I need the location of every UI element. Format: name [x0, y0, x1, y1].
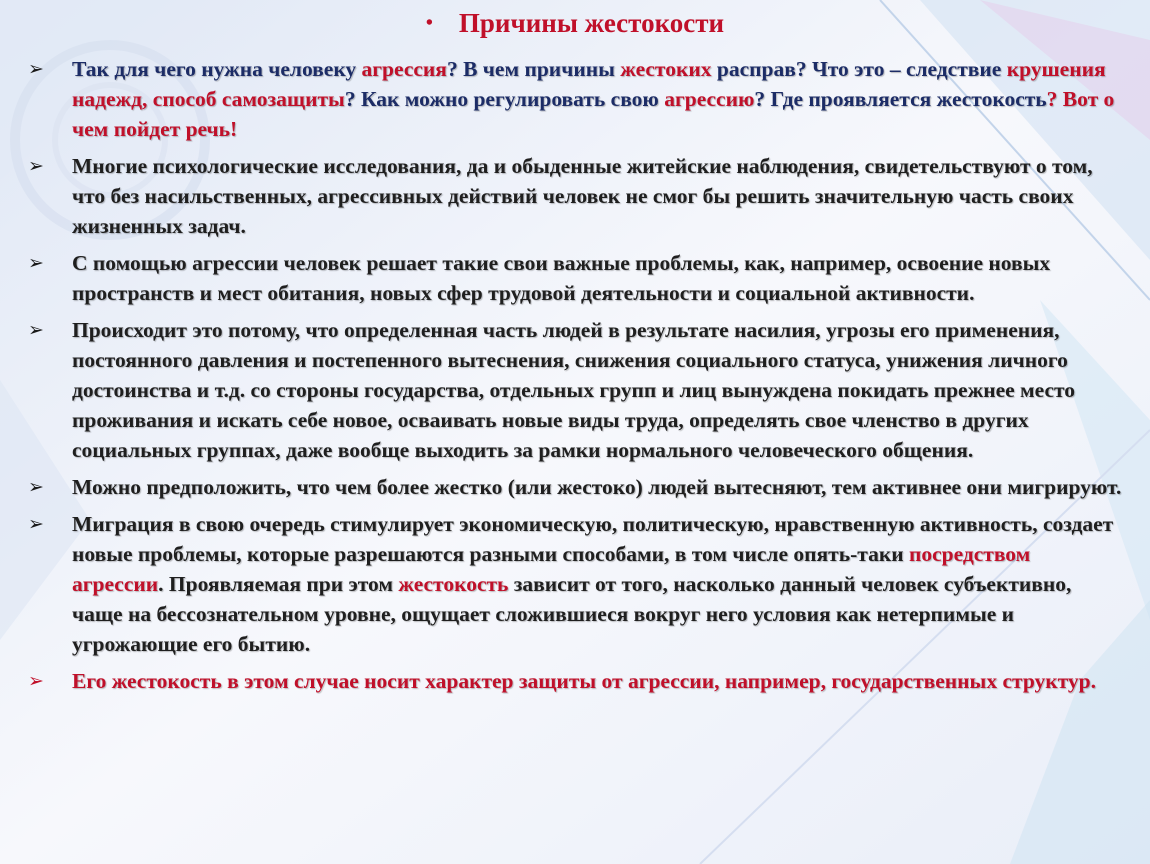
text-run: агрессию	[664, 87, 755, 111]
list-item-text	[72, 315, 1123, 465]
list-item	[28, 509, 1123, 659]
list-item-text	[72, 151, 1123, 241]
arrow-bullet-icon: ➢	[28, 58, 44, 80]
text-run: агрессия	[361, 57, 447, 81]
list-item-text	[72, 666, 1123, 696]
slide-title	[0, 8, 1150, 39]
list-item	[28, 472, 1123, 502]
text-run: Многие психологические исследования, да и обыденные житейские наблюдения, свидетельствуют о том, что без насильственных, агрессивных действий человек не смог бы решить значительную часть своих жизненных задач.	[72, 154, 1093, 238]
text-run: ? Как можно регулировать свою	[344, 87, 665, 111]
text-run: Его жестокость в этом случае носит характер защиты от агрессии, например, государственных структур.	[72, 669, 1097, 693]
arrow-bullet-icon: ➢	[28, 155, 44, 177]
text-run: жестокость	[398, 572, 509, 596]
text-run: . Проявляемая при этом	[158, 572, 399, 596]
bullet-list	[28, 54, 1123, 703]
list-item	[28, 666, 1123, 696]
text-run: зависит от того, насколько данный человек субъективно, чаще на бессознательном уровне, ощущает сложившиеся вокруг него условия как нетерпимые и угрожающие его бытию.	[72, 572, 1072, 656]
title-bullet: •	[425, 12, 433, 34]
text-run: ? Где проявляется жестокость	[754, 87, 1047, 111]
text-run: Можно предположить, что чем более жестко (или жестоко) людей вытесняют, тем активнее они мигрируют.	[72, 475, 1122, 499]
arrow-bullet-icon: ➢	[28, 252, 44, 274]
arrow-bullet-icon: ➢	[28, 513, 44, 535]
text-run: ? В чем причины	[446, 57, 621, 81]
list-item	[28, 248, 1123, 308]
text-run: ? Вот о чем пойдет речь!	[72, 87, 1115, 141]
list-item-text	[72, 509, 1123, 659]
list-item	[28, 54, 1123, 144]
text-run: расправ? Что это – следствие	[711, 57, 1007, 81]
text-run: Миграция в свою очередь стимулирует экономическую, политическую, нравственную активность, создает новые проблемы, которые разрешаются разными способами, в том числе опять-таки	[72, 512, 1114, 566]
text-run: крушения надежд, способ самозащиты	[72, 57, 1106, 111]
arrow-bullet-icon: ➢	[28, 476, 44, 498]
list-item	[28, 315, 1123, 465]
text-run: С помощью агрессии человек решает такие свои важные проблемы, как, например, освоение новых пространств и мест обитания, новых сфер трудовой деятельности и социальной активности.	[72, 251, 1051, 305]
arrow-bullet-icon: ➢	[28, 670, 44, 692]
title-text: Причины жестокости	[458, 8, 725, 38]
list-item-text	[72, 54, 1123, 144]
arrow-bullet-icon: ➢	[28, 319, 44, 341]
text-run: Происходит это потому, что определенная часть людей в результате насилия, угрозы его применения, постоянного давления и постепенного вытеснения, снижения социального статуса, унижения личного достоинства и т.д. со стороны государства, отдельных групп и лиц вынуждена покидать прежнее место проживания и искать себе новое, осваивать новые виды труда, определять свое членство в других социальных группах, даже вообще выходить за рамки нормального человеческого общения.	[72, 318, 1076, 462]
text-run: Так для чего нужна человеку	[72, 57, 362, 81]
text-run: жестоких	[620, 57, 712, 81]
list-item	[28, 151, 1123, 241]
text-run: посредством агрессии	[72, 542, 1031, 596]
list-item-text	[72, 472, 1123, 502]
list-item-text	[72, 248, 1123, 308]
